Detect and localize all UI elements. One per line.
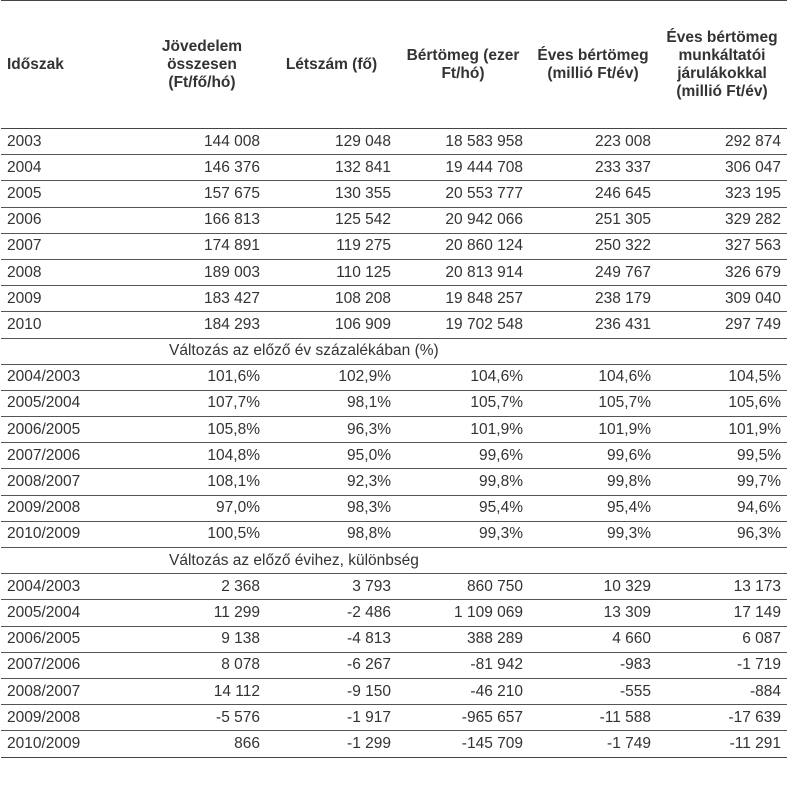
header-income-total: Jövedelem összesen (Ft/fő/hó) <box>138 1 266 129</box>
cell-headcount: 106 909 <box>266 312 397 338</box>
cell-annual-wage-mass: 236 431 <box>529 312 657 338</box>
wage-statistics-table <box>1 0 787 758</box>
header-period: Időszak <box>1 1 138 129</box>
cell-headcount: -1 917 <box>266 705 397 731</box>
cell-income-total: 184 293 <box>138 312 266 338</box>
cell-income-total: 101,6% <box>138 364 266 390</box>
cell-period: 2008/2007 <box>1 469 138 495</box>
cell-period: 2009/2008 <box>1 705 138 731</box>
table-row <box>1 417 787 443</box>
cell-income-total: 100,5% <box>138 521 266 547</box>
cell-annual-wage-mass-with-contributions: -884 <box>657 678 787 704</box>
cell-annual-wage-mass-with-contributions: -1 719 <box>657 652 787 678</box>
cell-wage-mass: 101,9% <box>397 417 529 443</box>
table-row <box>1 312 787 338</box>
cell-period: 2005 <box>1 181 138 207</box>
cell-annual-wage-mass: 238 179 <box>529 286 657 312</box>
cell-headcount: 110 125 <box>266 259 397 285</box>
cell-period: 2006/2005 <box>1 417 138 443</box>
cell-annual-wage-mass-with-contributions: 326 679 <box>657 259 787 285</box>
cell-headcount: 95,0% <box>266 443 397 469</box>
table-row <box>1 731 787 757</box>
cell-period: 2003 <box>1 129 138 155</box>
cell-annual-wage-mass: -983 <box>529 652 657 678</box>
cell-headcount: 3 793 <box>266 574 397 600</box>
cell-annual-wage-mass-with-contributions: 329 282 <box>657 207 787 233</box>
table-row <box>1 495 787 521</box>
cell-period: 2007/2006 <box>1 652 138 678</box>
cell-annual-wage-mass-with-contributions: 309 040 <box>657 286 787 312</box>
cell-wage-mass: 19 444 708 <box>397 155 529 181</box>
cell-annual-wage-mass: 104,6% <box>529 364 657 390</box>
cell-annual-wage-mass-with-contributions: 105,6% <box>657 390 787 416</box>
cell-income-total: 8 078 <box>138 652 266 678</box>
cell-wage-mass: -145 709 <box>397 731 529 757</box>
table-row <box>1 155 787 181</box>
table-row <box>1 364 787 390</box>
cell-annual-wage-mass: 249 767 <box>529 259 657 285</box>
table-row <box>1 181 787 207</box>
cell-headcount: 98,8% <box>266 521 397 547</box>
cell-headcount: -9 150 <box>266 678 397 704</box>
table-row <box>1 390 787 416</box>
cell-income-total: 174 891 <box>138 233 266 259</box>
cell-period: 2009 <box>1 286 138 312</box>
cell-annual-wage-mass: 251 305 <box>529 207 657 233</box>
cell-wage-mass: 95,4% <box>397 495 529 521</box>
cell-wage-mass: 20 942 066 <box>397 207 529 233</box>
table-row <box>1 443 787 469</box>
cell-annual-wage-mass: 223 008 <box>529 129 657 155</box>
cell-income-total: 108,1% <box>138 469 266 495</box>
cell-headcount: 119 275 <box>266 233 397 259</box>
cell-annual-wage-mass: -1 749 <box>529 731 657 757</box>
cell-income-total: 105,8% <box>138 417 266 443</box>
cell-income-total: 107,7% <box>138 390 266 416</box>
cell-period: 2009/2008 <box>1 495 138 521</box>
table-row <box>1 469 787 495</box>
cell-annual-wage-mass: 101,9% <box>529 417 657 443</box>
cell-income-total: 2 368 <box>138 574 266 600</box>
cell-period: 2004/2003 <box>1 574 138 600</box>
cell-wage-mass: 20 860 124 <box>397 233 529 259</box>
cell-annual-wage-mass-with-contributions: 292 874 <box>657 129 787 155</box>
cell-annual-wage-mass: -11 588 <box>529 705 657 731</box>
cell-income-total: -5 576 <box>138 705 266 731</box>
cell-wage-mass: 20 553 777 <box>397 181 529 207</box>
cell-headcount: 129 048 <box>266 129 397 155</box>
cell-annual-wage-mass: 105,7% <box>529 390 657 416</box>
cell-headcount: -4 813 <box>266 626 397 652</box>
cell-headcount: -2 486 <box>266 600 397 626</box>
cell-period: 2004 <box>1 155 138 181</box>
cell-headcount: 125 542 <box>266 207 397 233</box>
cell-annual-wage-mass: 13 309 <box>529 600 657 626</box>
cell-period: 2005/2004 <box>1 390 138 416</box>
table-row <box>1 207 787 233</box>
cell-income-total: 14 112 <box>138 678 266 704</box>
cell-period: 2007 <box>1 233 138 259</box>
cell-annual-wage-mass-with-contributions: 94,6% <box>657 495 787 521</box>
table-body <box>1 129 787 758</box>
cell-period: 2010/2009 <box>1 731 138 757</box>
cell-period: 2010 <box>1 312 138 338</box>
cell-wage-mass: 388 289 <box>397 626 529 652</box>
section-percent-change-title: Változás az előző év százalékában (%) <box>1 338 787 364</box>
cell-period: 2008 <box>1 259 138 285</box>
cell-annual-wage-mass: 250 322 <box>529 233 657 259</box>
cell-annual-wage-mass: 99,3% <box>529 521 657 547</box>
header-wage-mass: Bértömeg (ezer Ft/hó) <box>397 1 529 129</box>
cell-wage-mass: 99,8% <box>397 469 529 495</box>
table-row <box>1 705 787 731</box>
table-row <box>1 678 787 704</box>
cell-headcount: 132 841 <box>266 155 397 181</box>
cell-income-total: 166 813 <box>138 207 266 233</box>
cell-period: 2010/2009 <box>1 521 138 547</box>
cell-income-total: 189 003 <box>138 259 266 285</box>
table-row <box>1 626 787 652</box>
cell-annual-wage-mass-with-contributions: 327 563 <box>657 233 787 259</box>
cell-annual-wage-mass-with-contributions: 306 047 <box>657 155 787 181</box>
cell-annual-wage-mass-with-contributions: 104,5% <box>657 364 787 390</box>
cell-period: 2008/2007 <box>1 678 138 704</box>
cell-annual-wage-mass-with-contributions: -17 639 <box>657 705 787 731</box>
cell-income-total: 104,8% <box>138 443 266 469</box>
table-row <box>1 286 787 312</box>
cell-annual-wage-mass: 233 337 <box>529 155 657 181</box>
cell-annual-wage-mass-with-contributions: -11 291 <box>657 731 787 757</box>
cell-annual-wage-mass-with-contributions: 6 087 <box>657 626 787 652</box>
table-row <box>1 129 787 155</box>
cell-period: 2004/2003 <box>1 364 138 390</box>
table-row <box>1 233 787 259</box>
cell-headcount: 98,1% <box>266 390 397 416</box>
cell-annual-wage-mass-with-contributions: 96,3% <box>657 521 787 547</box>
cell-wage-mass: -965 657 <box>397 705 529 731</box>
cell-annual-wage-mass: 10 329 <box>529 574 657 600</box>
cell-income-total: 146 376 <box>138 155 266 181</box>
table-row <box>1 574 787 600</box>
cell-wage-mass: 99,6% <box>397 443 529 469</box>
cell-annual-wage-mass: 99,6% <box>529 443 657 469</box>
header-annual-wage-mass-with-contributions: Éves bértömeg munkáltatói járulákokkal (millió Ft/év) <box>657 1 787 129</box>
cell-headcount: -1 299 <box>266 731 397 757</box>
cell-annual-wage-mass: 246 645 <box>529 181 657 207</box>
cell-wage-mass: 19 848 257 <box>397 286 529 312</box>
cell-annual-wage-mass-with-contributions: 323 195 <box>657 181 787 207</box>
cell-headcount: -6 267 <box>266 652 397 678</box>
table-row <box>1 600 787 626</box>
cell-wage-mass: -81 942 <box>397 652 529 678</box>
cell-annual-wage-mass-with-contributions: 13 173 <box>657 574 787 600</box>
cell-wage-mass: 19 702 548 <box>397 312 529 338</box>
cell-annual-wage-mass: -555 <box>529 678 657 704</box>
cell-period: 2005/2004 <box>1 600 138 626</box>
cell-annual-wage-mass-with-contributions: 101,9% <box>657 417 787 443</box>
section-percent-change <box>1 338 787 364</box>
cell-wage-mass: 1 109 069 <box>397 600 529 626</box>
section-difference <box>1 548 787 574</box>
cell-annual-wage-mass: 4 660 <box>529 626 657 652</box>
cell-annual-wage-mass-with-contributions: 99,7% <box>657 469 787 495</box>
cell-wage-mass: 105,7% <box>397 390 529 416</box>
cell-income-total: 144 008 <box>138 129 266 155</box>
cell-wage-mass: 20 813 914 <box>397 259 529 285</box>
cell-income-total: 157 675 <box>138 181 266 207</box>
table-row <box>1 521 787 547</box>
cell-headcount: 130 355 <box>266 181 397 207</box>
cell-annual-wage-mass-with-contributions: 17 149 <box>657 600 787 626</box>
header-row <box>1 1 787 129</box>
cell-headcount: 96,3% <box>266 417 397 443</box>
cell-annual-wage-mass: 95,4% <box>529 495 657 521</box>
table-row <box>1 259 787 285</box>
cell-annual-wage-mass: 99,8% <box>529 469 657 495</box>
cell-annual-wage-mass-with-contributions: 297 749 <box>657 312 787 338</box>
cell-wage-mass: -46 210 <box>397 678 529 704</box>
cell-period: 2006 <box>1 207 138 233</box>
cell-wage-mass: 18 583 958 <box>397 129 529 155</box>
table-row <box>1 652 787 678</box>
cell-headcount: 92,3% <box>266 469 397 495</box>
cell-wage-mass: 99,3% <box>397 521 529 547</box>
cell-headcount: 108 208 <box>266 286 397 312</box>
section-difference-title: Változás az előző évihez, különbség <box>1 548 787 574</box>
cell-income-total: 11 299 <box>138 600 266 626</box>
cell-annual-wage-mass-with-contributions: 99,5% <box>657 443 787 469</box>
cell-wage-mass: 860 750 <box>397 574 529 600</box>
cell-income-total: 866 <box>138 731 266 757</box>
cell-income-total: 97,0% <box>138 495 266 521</box>
header-annual-wage-mass: Éves bértömeg (millió Ft/év) <box>529 1 657 129</box>
cell-headcount: 102,9% <box>266 364 397 390</box>
cell-income-total: 9 138 <box>138 626 266 652</box>
header-headcount: Létszám (fő) <box>266 1 397 129</box>
cell-income-total: 183 427 <box>138 286 266 312</box>
cell-wage-mass: 104,6% <box>397 364 529 390</box>
cell-period: 2007/2006 <box>1 443 138 469</box>
cell-headcount: 98,3% <box>266 495 397 521</box>
cell-period: 2006/2005 <box>1 626 138 652</box>
